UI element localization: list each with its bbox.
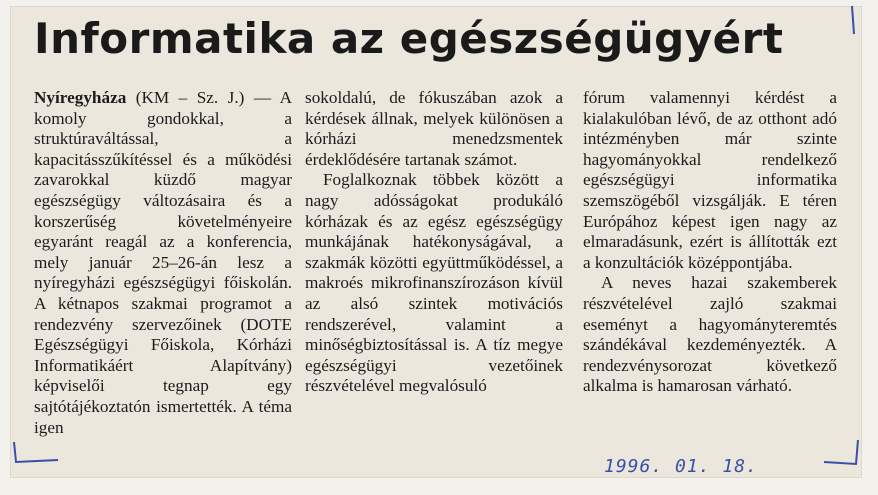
column-2-paragraph-1: sokoldalú, de fókuszában azok a kérdések állnak, melyek különösen a kórházi menedzsmentek érdeklődésére tartanak számot. bbox=[305, 88, 563, 169]
handwritten-date: 1996. 01. 18. bbox=[604, 456, 758, 477]
byline: (KM – Sz. J.) — bbox=[126, 88, 280, 107]
article-column-3 bbox=[583, 88, 837, 397]
column-2-paragraph-2: Foglalkoznak többek között a nagy adósságokat produkáló kórházak és az egész egészségügy munkájának hatékonyságával, a szakmák közötti együttműködéssel, a makroés mikrofinanszírozáson kívül az alsó szintek motivációs rendszerével, valamint a minőségbiztosítással is. A tíz megye egészségügyi vezetőinek részvételével megvalósuló bbox=[305, 170, 563, 396]
article-column-1 bbox=[34, 88, 292, 438]
headline: Informatika az egészségügyért bbox=[34, 14, 784, 63]
pen-corner-mark-top-right bbox=[840, 4, 860, 44]
pen-corner-mark-bottom-left bbox=[8, 440, 68, 470]
column-3-paragraph-1: fórum valamennyi kérdést a kialakulóban lévő, de az otthont adó intézményben már szinte hagyományokkal rendelkező egészségügyi informatika szemszögéből vizsgálják. E téren Európához képest igen nagy az elmaradásunk, ezért is állították ezt a konzultációk középpontjába. bbox=[583, 88, 837, 272]
pen-corner-mark-bottom-right bbox=[820, 436, 870, 470]
article-column-2 bbox=[305, 88, 563, 397]
dateline: Nyíregyháza bbox=[34, 88, 127, 107]
column-1-text: A komoly gondokkal, a struktúraváltással, a kapacitásszűkítéssel és a működési zavarokkal küzdő magyar egészségügy változásaira és a korszerűség követelményeire egyaránt reagál az a konferencia, mely január 25–26-án lesz a nyíregyházi egészségügyi főiskolán. A kétnapos szakmai programot a rendezvény szervezőinek (DOTE Egészségügyi Főiskola, Kórházi Informatikáért Alapítvány) képviselői tegnap egy sajtótájékoztatón ismertették. A téma igen bbox=[34, 88, 292, 437]
column-3-paragraph-2: A neves hazai szakemberek részvételével zajló szakmai eseményt a hagyományteremtés szándékával kezdeményezték. A rendezvénysorozat következő alkalma is hamarosan várható. bbox=[583, 273, 837, 396]
